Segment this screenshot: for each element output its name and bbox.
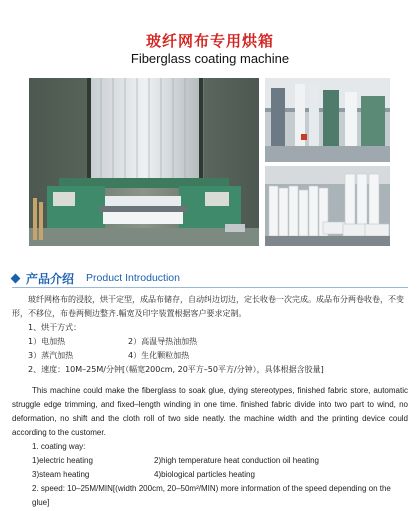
en-option-bio: 4)biological particles heating bbox=[154, 470, 255, 479]
cn-option-oil: 2）高温导热油加热 bbox=[128, 337, 198, 346]
en-options-row-1 bbox=[12, 454, 408, 468]
product-introduction-heading bbox=[12, 270, 180, 286]
page-title-chinese: 玻纤网布专用烘箱 bbox=[145, 32, 274, 50]
en-item-coating: 1. coating way: bbox=[32, 442, 86, 451]
coating-machine-photo bbox=[29, 78, 259, 246]
diamond-bullet-icon bbox=[11, 273, 21, 283]
mesh-rolls-photo bbox=[265, 166, 390, 246]
en-item-speed: 2. speed: 10–25M/MIN[(width 200cm, 20–50m²/MIN) more information of the speed depending on the glue] bbox=[32, 484, 391, 507]
en-option-steam: 3)steam heating bbox=[32, 470, 90, 479]
cn-item-drying: 1、烘干方式： bbox=[28, 323, 82, 332]
section-divider bbox=[12, 287, 408, 288]
chinese-description bbox=[12, 293, 408, 377]
workshop-photo bbox=[265, 78, 390, 162]
cn-option-electric: 1）电加热 bbox=[28, 337, 66, 346]
en-options-row-2 bbox=[12, 468, 408, 482]
en-paragraph: This machine could make the fiberglass to soak glue, dying stereotypes, finished fabric store, automatic struggle edge trimming, and fixed–length winding in one time. finished fabric divide into two part to wind, no deformation, no shift and the cloth roll of two side neatly. the machine width and the printing device could according to the customer. bbox=[12, 386, 408, 437]
cn-paragraph: 玻纤网格布的浸胶，烘干定型，成品布储存，自动纠边切边，定长收卷一次完成。成品布分两卷收卷，不变形，不移位，布卷两侧边整齐.幅宽及印字装置根据客户要求定制。 bbox=[12, 295, 404, 318]
cn-item-speed: 2、速度：10M–25M/分钟[（幅宽200cm, 20平方–50平方/分钟），具体根据含胶量] bbox=[28, 365, 324, 374]
section-title-english: Product Introduction bbox=[86, 272, 180, 284]
en-option-electric: 1)electric heating bbox=[32, 456, 93, 465]
en-option-oil: 2)high temperature heat conduction oil heating bbox=[154, 456, 319, 465]
section-title-chinese: 产品介绍 bbox=[26, 271, 75, 286]
page-title-english: Fiberglass coating machine bbox=[130, 51, 290, 66]
cn-option-steam: 3）蒸汽加热 bbox=[28, 351, 74, 360]
english-description bbox=[12, 384, 408, 510]
cn-options-row-2 bbox=[12, 349, 408, 363]
cn-options-row-1 bbox=[12, 335, 408, 349]
cn-option-bio: 4）生化颗粒加热 bbox=[128, 351, 190, 360]
